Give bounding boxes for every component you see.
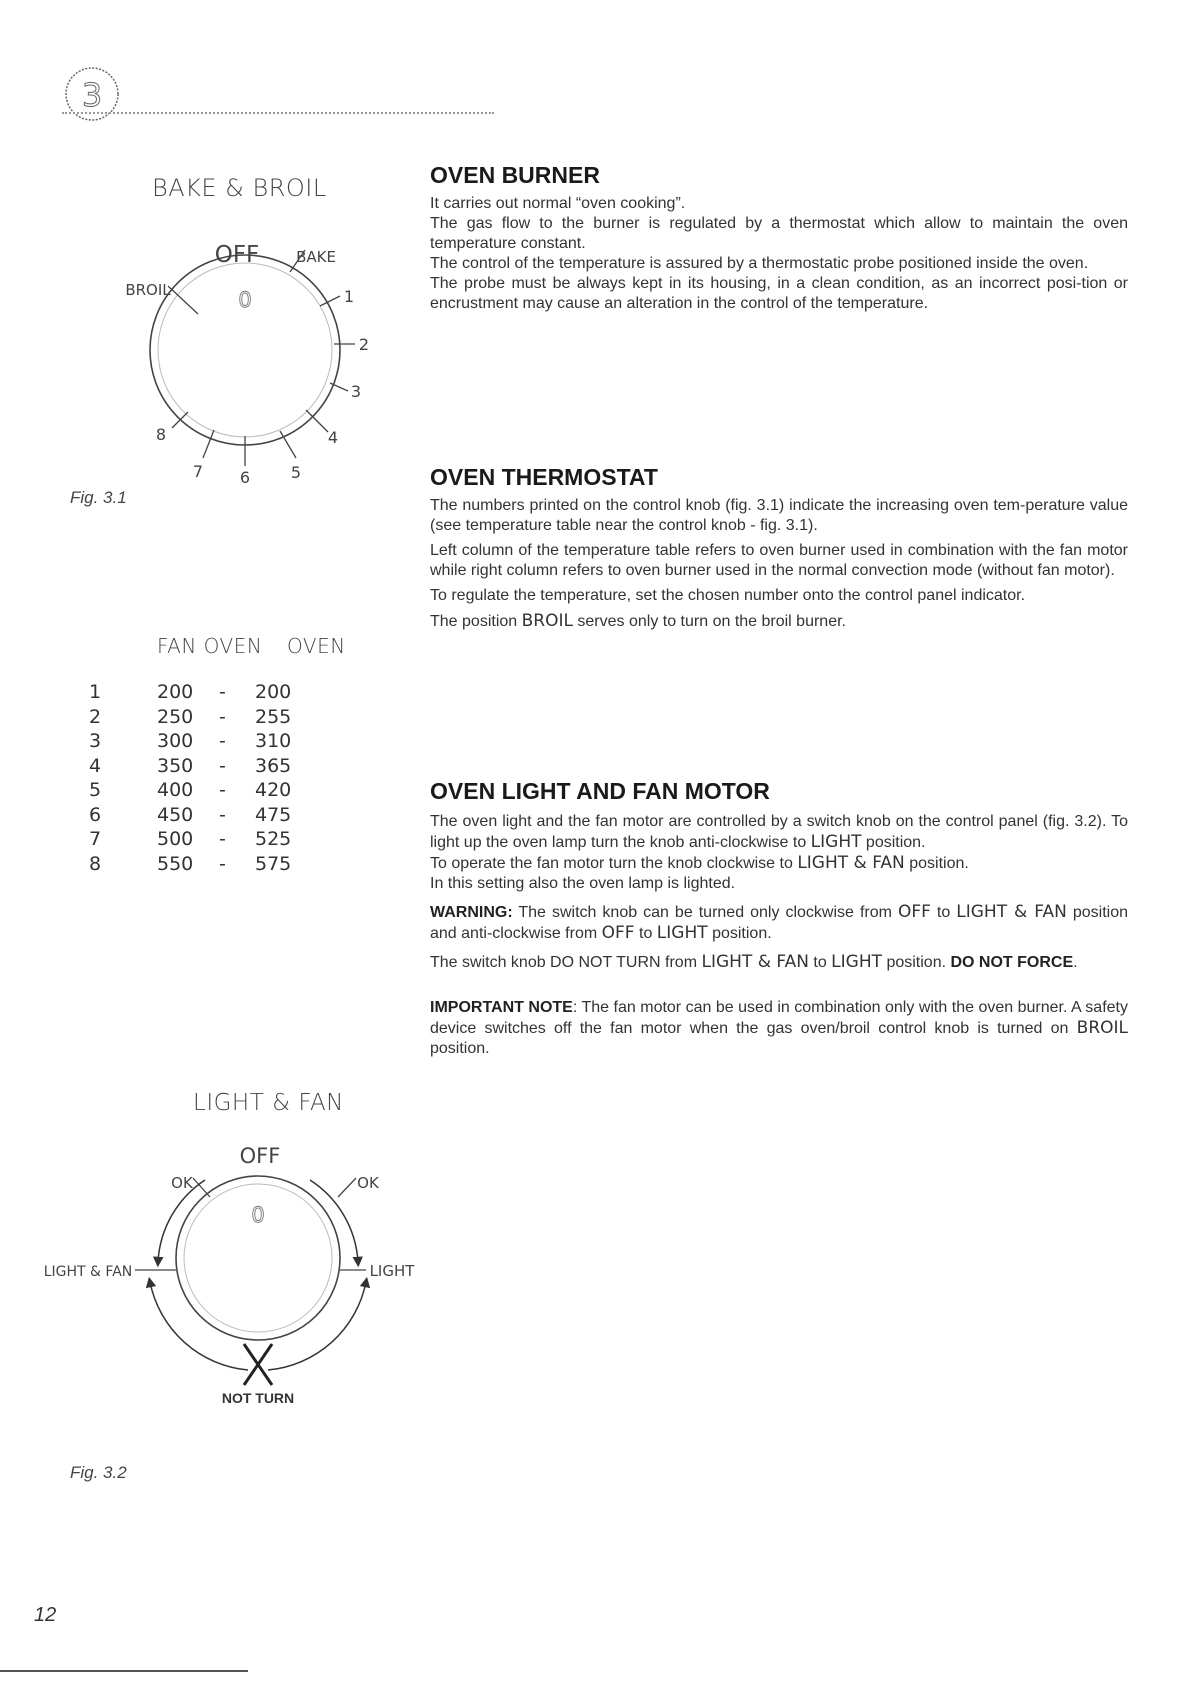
thermostat-p4: The position BROIL serves only to turn on the broil burner. — [430, 611, 846, 631]
lightfan-p1: The oven light and the fan motor are controlled by a switch knob on the control panel (fig. 3.2). To light up the oven lamp turn the knob anti-clockwise to LIGHT position. — [430, 813, 1128, 852]
table-header-oven: OVEN — [287, 634, 346, 658]
position-2: 2 — [358, 335, 370, 354]
position-1: 1 — [343, 287, 355, 306]
table-row — [89, 803, 315, 828]
fan-knob-outer-ring — [176, 1176, 340, 1340]
fig1-caption: Fig. 3.1 — [70, 488, 127, 507]
label-bake: BAKE — [296, 248, 336, 266]
lightfan-important-note: IMPORTANT NOTE: The fan motor can be used in combination only with the oven burner. A safety device switches off the fan motor when the gas oven/broil control knob is turned on BROIL position. — [430, 999, 1128, 1057]
temperature-table — [89, 680, 315, 876]
arrow-clockwise-to-light-fan — [158, 1180, 205, 1262]
label-ok-left: OK — [171, 1174, 193, 1192]
label-light: LIGHT — [369, 1262, 415, 1280]
tick-7 — [203, 430, 214, 458]
position-5: 5 — [290, 463, 302, 482]
footer-rule — [0, 1670, 248, 1672]
lightfan-do-not-turn: The switch knob DO NOT TURN from LIGHT & FAN to LIGHT position. DO NOT FORCE. — [430, 952, 1078, 972]
burner-line-2: The gas flow to the burner is regulated by a thermostat which allow to maintain the oven temperature constant. — [430, 215, 1128, 252]
heading-oven-burner: OVEN BURNER — [430, 162, 600, 188]
thermostat-p3: To regulate the temperature, set the chosen number onto the control panel indicator. — [430, 587, 1026, 604]
bake-broil-knob-diagram — [60, 220, 400, 490]
table-cell-separator: - — [219, 852, 226, 875]
table-cell-fan-oven: 400 — [157, 779, 194, 801]
table-cell-oven: 475 — [255, 803, 292, 826]
table-cell-oven: 310 — [255, 730, 292, 752]
do-not-force-label: DO NOT FORCE — [950, 954, 1074, 971]
label-ok-right: OK — [357, 1174, 379, 1192]
label-off: OFF — [214, 242, 260, 268]
heading-oven-light-fan: OVEN LIGHT AND FAN MOTOR — [430, 778, 770, 804]
table-row — [89, 778, 315, 803]
table-cell-separator: - — [219, 705, 226, 728]
position-6: 6 — [239, 468, 251, 487]
table-row — [89, 852, 315, 877]
lightfan-p2: To operate the fan motor turn the knob clockwise to LIGHT & FAN position. — [430, 853, 969, 873]
burner-line-1: It carries out normal “oven cooking”. — [430, 195, 686, 212]
table-cell-oven: 575 — [255, 852, 292, 875]
fan-knob-zero-mark: 0 — [251, 1203, 265, 1227]
chapter-badge — [62, 64, 122, 124]
knob-outer-ring — [150, 255, 340, 445]
thermostat-p2: Left column of the temperature table refers to oven burner used in combination with the fan motor while right column refers to oven burner used in the normal convection mode (without fan motor). — [430, 542, 1128, 579]
fan-label-off: OFF — [239, 1144, 281, 1168]
table-cell-oven: 525 — [255, 828, 292, 850]
tick-ok-right — [338, 1178, 356, 1197]
table-row — [89, 754, 315, 779]
table-header-fan-oven: FAN OVEN — [157, 634, 263, 658]
table-cell-fan-oven: 300 — [157, 730, 194, 752]
table-cell-position: 2 — [89, 705, 102, 728]
arrow-bottom-right — [268, 1282, 366, 1370]
table-row — [89, 729, 315, 754]
section-oven-burner — [430, 162, 1128, 314]
label-not-turn: NOT TURN — [221, 1390, 295, 1406]
position-4: 4 — [327, 428, 339, 447]
table-cell-fan-oven: 500 — [157, 828, 194, 850]
arrow-bottom-left — [150, 1282, 248, 1370]
burner-line-4: The probe must be always kept in its housing, in a clean condition, as an incorrect posi-tion or encrustment may cause an alteration in the control of the temperature. — [430, 275, 1128, 312]
fig2-caption: Fig. 3.2 — [70, 1463, 127, 1482]
table-cell-position: 3 — [89, 730, 102, 752]
table-cell-separator: - — [219, 754, 226, 777]
important-note-label: IMPORTANT NOTE — [430, 999, 573, 1016]
table-row — [89, 705, 315, 730]
knob-zero-mark: 0 — [238, 288, 252, 312]
position-8: 8 — [155, 425, 167, 444]
table-cell-separator: - — [219, 681, 226, 703]
label-broil: BROIL — [125, 281, 171, 299]
table-cell-separator: - — [219, 779, 226, 801]
chapter-number: 3 — [81, 76, 103, 114]
table-cell-position: 7 — [89, 828, 102, 850]
page-number: 12 — [34, 1604, 57, 1626]
label-light-fan: LIGHT & FAN — [43, 1264, 133, 1280]
table-cell-position: 8 — [89, 852, 102, 875]
header-rule — [62, 112, 494, 114]
table-cell-position: 4 — [89, 754, 102, 777]
table-cell-oven: 255 — [255, 705, 292, 728]
table-cell-oven: 200 — [255, 681, 292, 703]
fig2-title: LIGHT & FAN — [193, 1090, 344, 1116]
table-cell-position: 6 — [89, 803, 102, 826]
arrow-anticlockwise-to-light — [310, 1180, 358, 1262]
heading-oven-thermostat: OVEN THERMOSTAT — [430, 464, 658, 490]
table-cell-position: 5 — [89, 779, 102, 801]
table-cell-fan-oven: 450 — [157, 803, 194, 826]
table-cell-position: 1 — [89, 681, 102, 703]
section-oven-thermostat — [430, 464, 1128, 632]
tick-1 — [320, 296, 340, 306]
tick-broil — [168, 286, 198, 314]
table-cell-separator: - — [219, 828, 226, 850]
table-row — [89, 827, 315, 852]
term-broil: BROIL — [521, 611, 573, 631]
light-fan-knob-diagram — [30, 1135, 430, 1415]
table-cell-fan-oven: 200 — [157, 681, 194, 703]
table-cell-oven: 420 — [255, 779, 292, 801]
fig1-title: BAKE & BROIL — [152, 174, 327, 202]
table-cell-fan-oven: 350 — [157, 754, 194, 777]
position-3: 3 — [350, 382, 362, 401]
burner-line-3: The control of the temperature is assured by a thermostatic probe positioned inside the oven. — [430, 255, 1089, 272]
warning-label: WARNING: — [430, 904, 513, 921]
table-cell-separator: - — [219, 730, 226, 752]
table-row — [89, 680, 315, 705]
section-oven-light-fan — [430, 778, 1128, 1059]
thermostat-p1: The numbers printed on the control knob (fig. 3.1) indicate the increasing oven tem-perature value (see temperature table near the control knob - fig. 3.1). — [430, 497, 1128, 534]
lightfan-p3: In this setting also the oven lamp is lighted. — [430, 875, 736, 892]
table-cell-oven: 365 — [255, 754, 292, 777]
table-cell-fan-oven: 250 — [157, 705, 194, 728]
table-cell-separator: - — [219, 803, 226, 826]
lightfan-warning: WARNING: The switch knob can be turned only clockwise from OFF to LIGHT & FAN position and anti-clockwise from OFF to LIGHT position. — [430, 902, 1129, 943]
position-7: 7 — [192, 462, 204, 481]
table-cell-fan-oven: 550 — [157, 852, 194, 875]
